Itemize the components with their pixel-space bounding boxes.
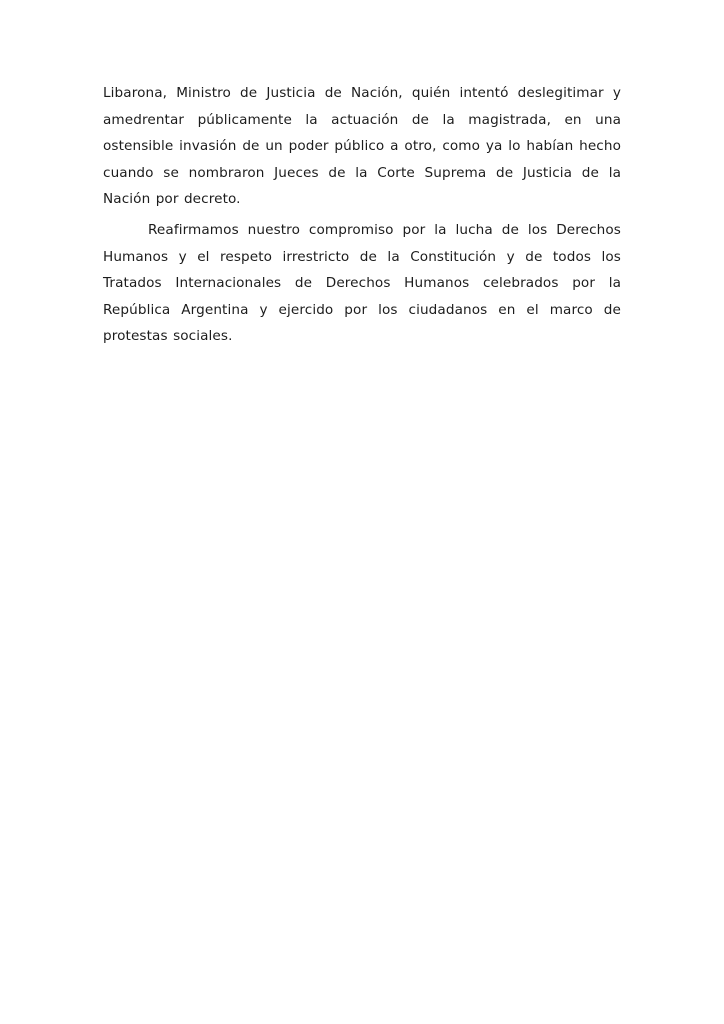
paragraph-reafirmamos: Reafirmamos nuestro compromiso por la lucha de los Derechos Humanos y el respeto irrestricto de la Constitución y de todos los Tratados Internacionales de Derechos Humanos celebrados por la República Argentina y ejercido por los ciudadanos en el marco de protestas sociales. [103, 221, 621, 345]
paragraph-libarona: Libarona, Ministro de Justicia de Nación, quién intentó deslegitimar y amedrentar públicamente la actuación de la magistrada, en una ostensible invasión de un poder público a otro, como ya lo habían hecho cuando se nombraron Jueces de la Corte Suprema de Justicia de la Nación por decreto. [103, 85, 621, 208]
